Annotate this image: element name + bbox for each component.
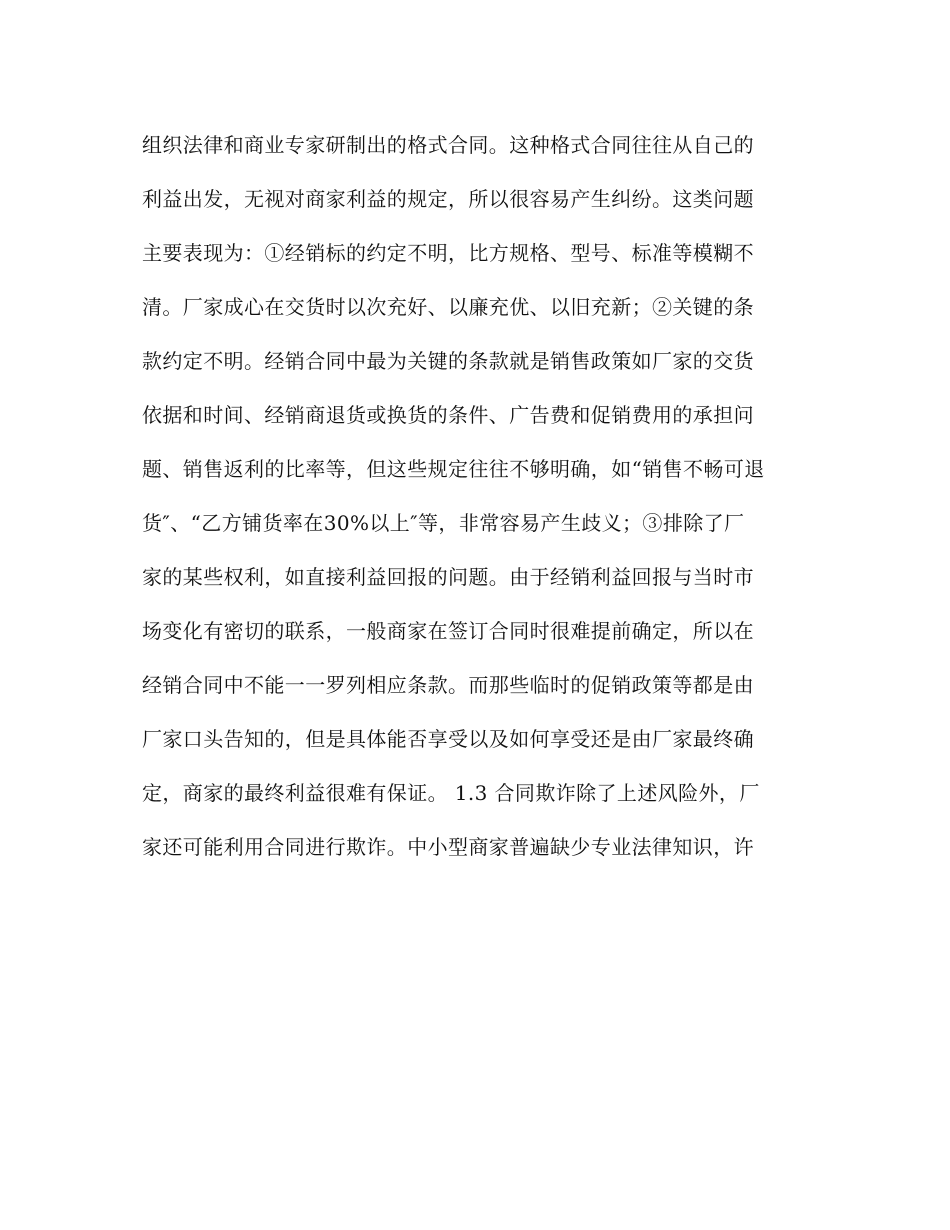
text-line: 主要表现为：①经销标的约定不明，比方规格、型号、标准等模糊不 [142, 241, 754, 265]
text-line: 清。厂家成心在交货时以次充好、以廉充优、以旧充新；②关键的条 [142, 295, 754, 319]
text-line: 家还可能利用合同进行欺诈。中小型商家普遍缺少专业法律知识，许 [142, 835, 754, 859]
text-line: 款约定不明。经销合同中最为关键的条款就是销售政策如厂家的交货 [142, 349, 754, 373]
text-line: 利益出发，无视对商家利益的规定，所以很容易产生纠纷。这类问题 [142, 187, 754, 211]
text-line: 家的某些权利，如直接利益回报的问题。由于经销利益回报与当时市 [142, 565, 754, 589]
text-line: 题、销售返利的比率等，但这些规定往往不够明确，如“销售不畅可退 [142, 457, 765, 481]
text-line: 厂家口头告知的，但是具体能否享受以及如何享受还是由厂家最终确 [142, 727, 754, 751]
text-line: 经销合同中不能一一罗列相应条款。而那些临时的促销政策等都是由 [142, 673, 754, 697]
text-line: 依据和时间、经销商退货或换货的条件、广告费和促销费用的承担问 [142, 403, 754, 427]
body-text [142, 118, 822, 874]
text-line: 定，商家的最终利益很难有保证。 1.3 合同欺诈除了上述风险外，厂 [142, 781, 760, 805]
text-line: 组织法律和商业专家研制出的格式合同。这种格式合同往往从自己的 [142, 133, 754, 157]
text-line: 货″、“乙方铺货率在30%以上″等，非常容易产生歧义；③排除了厂 [142, 511, 745, 535]
text-line: 场变化有密切的联系，一般商家在签订合同时很难提前确定，所以在 [142, 619, 754, 643]
